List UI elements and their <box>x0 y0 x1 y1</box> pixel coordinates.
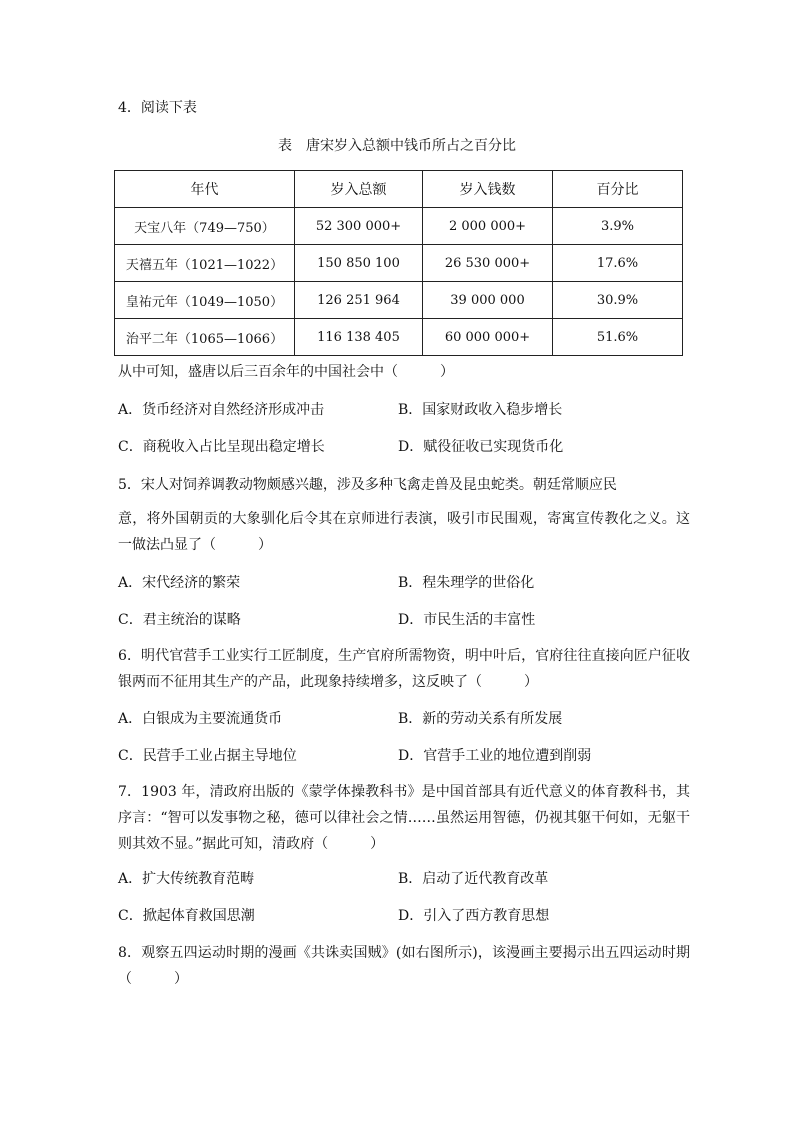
table-header-row <box>115 171 683 208</box>
table-cell: 150 850 100 <box>295 245 423 282</box>
table-header-cell: 百分比 <box>553 171 683 208</box>
q4-option-c[interactable]: C．商税收入占比呈现出稳定增长 <box>118 439 325 455</box>
table-caption: 表 唐宋岁入总额中钱币所占之百分比 <box>278 138 516 154</box>
table-header-cell: 年代 <box>115 171 295 208</box>
q4-heading: 4．阅读下表 <box>118 100 197 116</box>
table-cell: 51.6% <box>553 319 683 356</box>
q7-option-d[interactable]: D．引入了西方教育思想 <box>398 908 550 924</box>
table-cell: 3.9% <box>553 208 683 245</box>
q7-option-a[interactable]: A．扩大传统教育范畴 <box>118 871 255 887</box>
table-cell: 39 000 000 <box>423 282 553 319</box>
q4-option-b[interactable]: B．国家财政收入稳步增长 <box>398 402 563 418</box>
table-header-cell: 岁入总额 <box>295 171 423 208</box>
table-cell: 天禧五年（1021—1022） <box>115 245 295 282</box>
table-cell: 26 530 000+ <box>423 245 553 282</box>
table-cell: 2 000 000+ <box>423 208 553 245</box>
q7-text: 7．1903 年，清政府出版的《蒙学体操教科书》是中国首部具有近代意义的体育教科书，其序言：“智可以发事物之秘，德可以律社会之情……虽然运用智德，仍视其躯干何如，无躯干则其效不显。”据此可知，清政府（ ） <box>118 784 690 852</box>
q5-text-line2: 意，将外国朝贡的大象驯化后令其在京师进行表演，吸引市民围观，寄寓宣传教化之义。这一做法凸显了（ ） <box>118 511 690 553</box>
table-row <box>115 208 683 245</box>
table-cell: 皇祐元年（1049—1050） <box>115 282 295 319</box>
q6-text: 6．明代官营手工业实行工匠制度，生产官府所需物资，明中叶后，官府往往直接向匠户征收银两而不征用其生产的产品，此现象持续增多，这反映了（ ） <box>118 648 690 690</box>
revenue-table <box>114 170 683 356</box>
q6-option-b[interactable]: B．新的劳动关系有所发展 <box>398 711 563 727</box>
table-cell: 52 300 000+ <box>295 208 423 245</box>
table-cell: 天宝八年（749—750） <box>115 208 295 245</box>
table-cell: 126 251 964 <box>295 282 423 319</box>
q7-option-b[interactable]: B．启动了近代教育改革 <box>398 871 549 887</box>
table-cell: 30.9% <box>553 282 683 319</box>
table-row <box>115 245 683 282</box>
q5-option-c[interactable]: C．君主统治的谋略 <box>118 612 241 628</box>
q5-option-d[interactable]: D．市民生活的丰富性 <box>398 612 536 628</box>
q4-option-d[interactable]: D．赋役征收已实现货币化 <box>398 439 564 455</box>
table-cell: 治平二年（1065—1066） <box>115 319 295 356</box>
table-row <box>115 319 683 356</box>
q6-option-d[interactable]: D．官营手工业的地位遭到削弱 <box>398 748 592 764</box>
q5-option-b[interactable]: B．程朱理学的世俗化 <box>398 575 535 591</box>
q8-text: 8．观察五四运动时期的漫画《共诛卖国贼》(如右图所示)，该漫画主要揭示出五四运动时期（ ） <box>118 945 690 987</box>
q4-stem: 从中可知，盛唐以后三百余年的中国社会中（ ） <box>118 364 454 380</box>
table-cell: 116 138 405 <box>295 319 423 356</box>
q7-option-c[interactable]: C．掀起体育救国思潮 <box>118 908 255 924</box>
q6-option-c[interactable]: C．民营手工业占据主导地位 <box>118 748 297 764</box>
table-row <box>115 282 683 319</box>
q6-option-a[interactable]: A．白银成为主要流通货币 <box>118 711 283 727</box>
q4-option-a[interactable]: A．货币经济对自然经济形成冲击 <box>118 402 325 418</box>
q5-option-a[interactable]: A．宋代经济的繁荣 <box>118 575 241 591</box>
table-cell: 17.6% <box>553 245 683 282</box>
q5-text-line1: 5．宋人对饲养调教动物颇感兴趣，涉及多种飞禽走兽及昆虫蛇类。朝廷常顺应民 <box>118 477 617 493</box>
table-header-cell: 岁入钱数 <box>423 171 553 208</box>
table-cell: 60 000 000+ <box>423 319 553 356</box>
